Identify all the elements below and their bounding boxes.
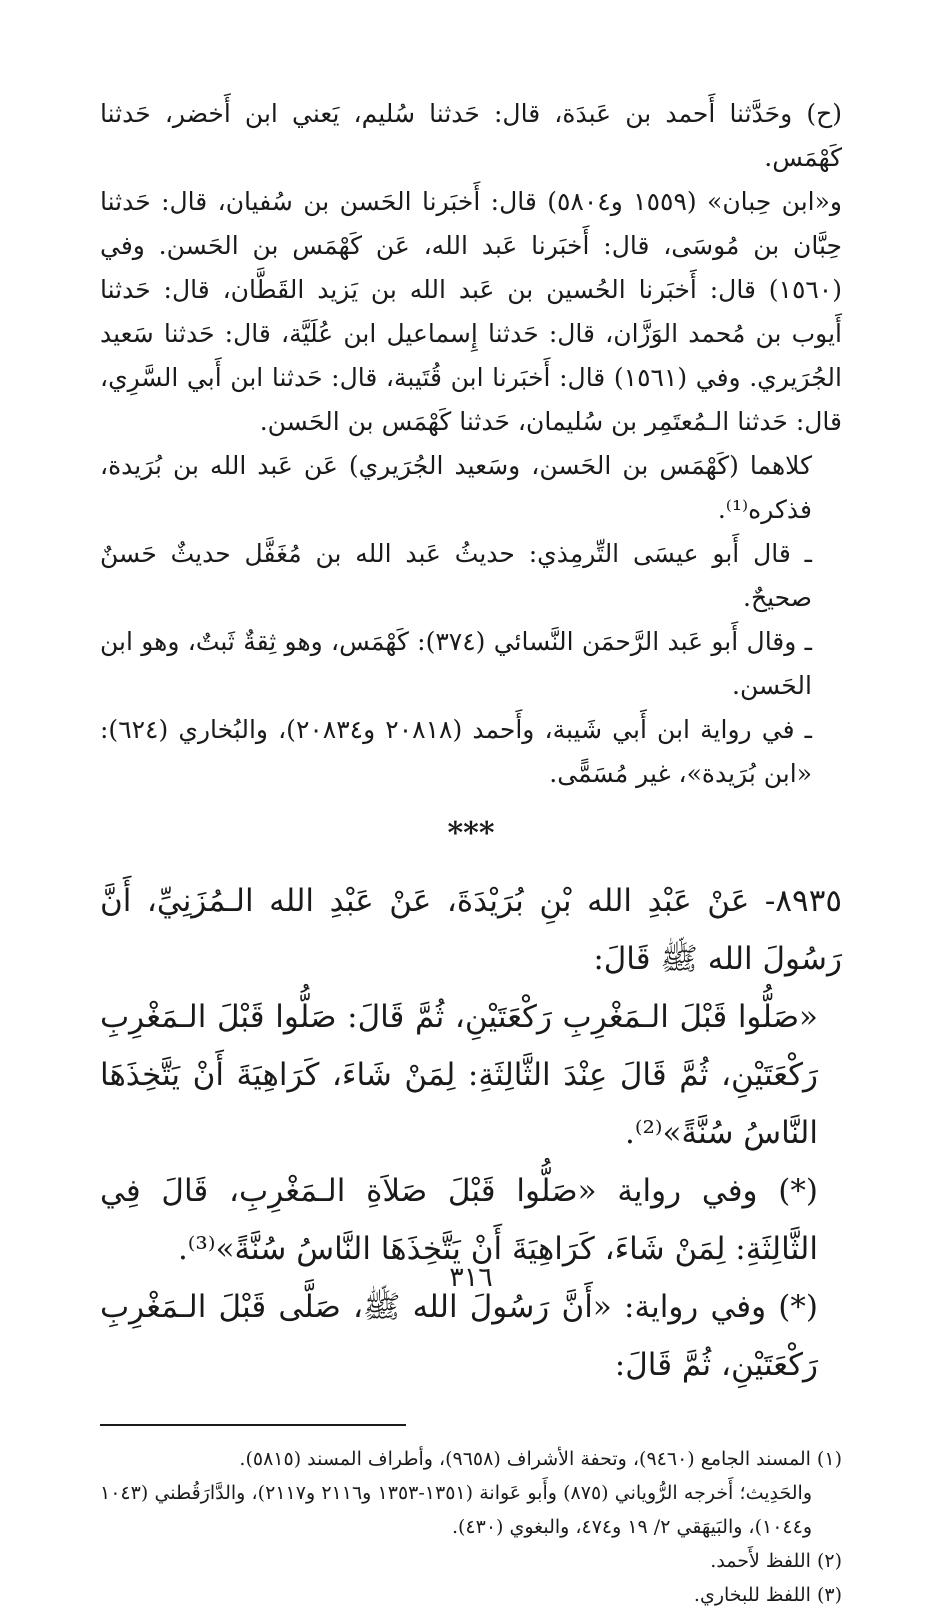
page-number: ٣١٦: [449, 1262, 493, 1293]
section-separator: ***: [447, 816, 495, 851]
body-line-2: و«ابن حِبان» (١٥٥٩ و٥٨٠٤) قال: أَخبَرنا الحَسن بن سُفيان، قال: حَدثنا حِبَّان بن مُوسَى، قال: أَخبَرنا عَبد الله، عَن كَهْمَس بن الحَسن. وفي (١٥٦٠) قال: أَخبَرنا الحُسين بن عَبد الله بن يَزيد القَطَّان، قال: حَدثنا أَيوب بن مُحمد الوَزَّان، قال: حَدثنا إِسماعيل ابن عُلَيَّة، قال: حَدثنا سَعيد الجُرَيري. وفي (١٥٦١) قال: أَخبَرنا ابن قُتَيبة، قال: حَدثنا ابن أَبي السَّرِي، قال: حَدثنا الـمُعتَمِر بن سُليمان، حَدثنا كَهْمَس بن الحَسن.: [100, 187, 842, 436]
indented-line-3: ـ وقال أَبو عَبد الرَّحمَن النَّسائي (٣٧٤): كَهْمَس، وهو ثِقةٌ ثَبتٌ، وهو ابن الحَسن.: [100, 627, 812, 700]
indented-line-4: ـ في رواية ابن أَبي شَيبة، وأَحمد (٢٠٨١٨ و٢٠٨٣٤)، والبُخاري (٦٢٤): «ابن بُرَيدة»، غير مُسَمًّى.: [100, 715, 812, 788]
body-line-1: (ح) وحَدَّثنا أَحمد بن عَبدَة، قال: حَدثنا سُليم، يَعني ابن أَخضر، حَدثنا كَهْمَس.: [100, 99, 842, 172]
footnote-1: (١) المسند الجامع (٩٤٦٠)، وتحفة الأشراف (٩٦٥٨)، وأطراف المسند (٥٨١٥).: [239, 1448, 842, 1470]
hadith-text-2: (*) وفي رواية «صَلُّوا قَبْلَ صَلاَةِ الـمَغْرِبِ، قَالَ فِي الثَّالِثَةِ: لِمَنْ شَاءَ، كَرَاهِيَةَ أَنْ يَتَّخِذَهَا النَّاسُ سُنَّةً»⁽³⁾.: [100, 1173, 818, 1267]
footnote-3: (٣) اللفظ للبخاري.: [693, 1584, 842, 1606]
footnote-2: (٢) اللفظ لأَحمد.: [710, 1550, 842, 1572]
indented-line-2: ـ قال أَبو عيسَى التِّرمِذي: حديثُ عَبد الله بن مُغَفَّل حديثٌ حَسنٌ صحيحٌ.: [100, 539, 812, 612]
hadith-heading: ٨٩٣٥- عَنْ عَبْدِ الله بْنِ بُرَيْدَةَ، عَنْ عَبْدِ الله الـمُزَنِيِّ، أَنَّ رَسُولَ الله ﷺ قَالَ:: [100, 883, 842, 977]
hadith-text-3: (*) وفي رواية: «أَنَّ رَسُولَ الله ﷺ، صَلَّى قَبْلَ الـمَغْرِبِ رَكْعَتَيْنِ، ثُمَّ قَالَ:: [100, 1289, 818, 1383]
indented-line-1: كلاهما (كَهْمَس بن الحَسن، وسَعيد الجُرَيري) عَن عَبد الله بن بُرَيدة، فذكره⁽¹⁾.: [100, 451, 812, 524]
footnote-1-continuation: والحَدِيث؛ أَخرجه الرُّوياني (٨٧٥) وأَبو عَوانة (١٣٥١-١٣٥٣ و٢١١٦ و٢١١٧)، والدَّارَقُطني (١٠٤٣ و١٠٤٤)، والبَيهَقي ٢/ ١٩ و٤٧٤، والبغوي (٤٣٠).: [100, 1482, 813, 1538]
hadith-text-1: «صَلُّوا قَبْلَ الـمَغْرِبِ رَكْعَتَيْنِ، ثُمَّ قَالَ: صَلُّوا قَبْلَ الـمَغْرِبِ رَكْعَتَيْنِ، ثُمَّ قَالَ عِنْدَ الثَّالِثَةِ: لِمَنْ شَاءَ، كَرَاهِيَةَ أَنْ يَتَّخِذَهَا النَّاسُ سُنَّةً»⁽²⁾.: [100, 999, 818, 1151]
footnote-divider: [100, 1424, 406, 1426]
